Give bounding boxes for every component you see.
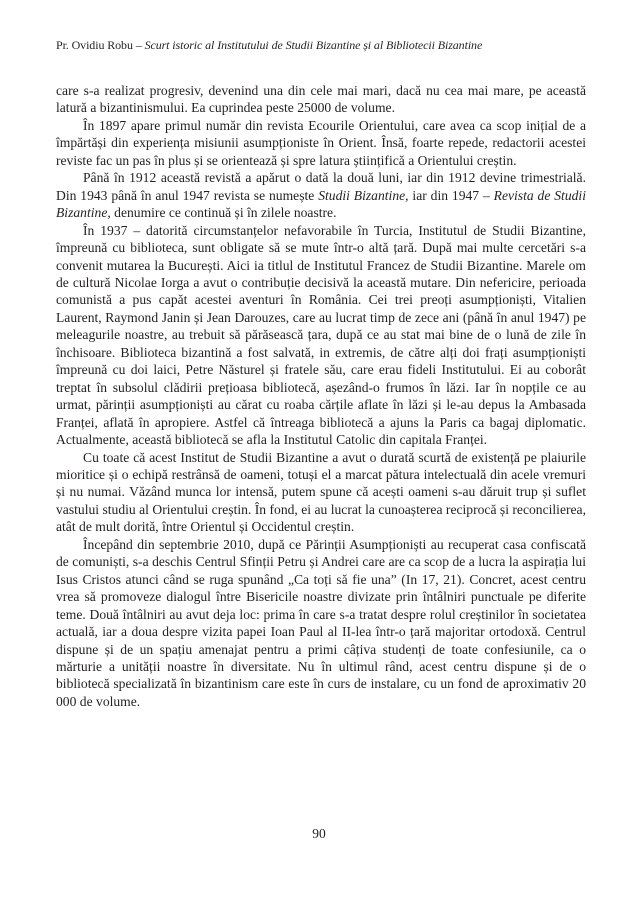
- paragraph: [56, 82, 586, 117]
- text-run: În 1937 – datorită circumstanțelor nefavorabile în Turcia, Institutul de Studii Bizantine, împreună cu biblioteca, sunt obligate să se mute într-o altă țară. După mai multe cercetări s-a convenit mutarea la București. Aici ia titlul de Institutul Francez de Studii Bizantine. Marele om de cultură Nicolae Iorga a avut o contribuție decisivă la această mutare. Din nefericire, perioada comunistă a pus capăt acestei aventuri în România. Cei trei preoți asumpționiști, Vitalien Laurent, Raymond Janin și Jean Darouzes, care au lucrat timp de zece ani (până în anul 1947) pe meleagurile noastre, au trebuit să părăsească țara, după ce au stat mai bine de o lună de zile în închisoare. Biblioteca bizantină a fost salvată, in extremis, de către alți doi frați asumpționiști împreună cu doi laici, Petre Năsturel și fratele său, care erau fideli Institutului. Ei au coborât treptat în subsolul clădirii prețioasa bibliotecă, așezând-o frumos în lăzi. Iar în nopțile ce au urmat, părinții asumpționiști au cărat cu roaba cărțile aflate în lăzi și le-au depus la Ambasada Franței, aflată în apropiere. Astfel că întreaga bibliotecă a ajuns la Paris ca bagaj diplomatic. Actualmente, această bibliotecă se afla la Institutul Catolic din capitala Franței.: [56, 222, 586, 448]
- header-author: Pr. Ovidiu Robu: [56, 38, 133, 52]
- paragraph: [56, 117, 586, 169]
- text-run: , iar din 1947 –: [405, 187, 494, 203]
- page-number: 90: [312, 826, 326, 841]
- text-run: Până în 1912 această revistă a apărut o dată la două luni, iar din 1912 devine trimestrială. Din 1943 până în anul 1947 revista se numește: [56, 170, 586, 203]
- header-separator: –: [132, 38, 145, 52]
- paragraph: [56, 222, 586, 449]
- running-header: [56, 38, 586, 52]
- text-run: , denumire ce continuă și în zilele noastre.: [107, 205, 337, 221]
- paragraph: [56, 169, 586, 221]
- body-text: [56, 82, 586, 710]
- text-run: Începând din septembrie 2010, după ce Părinții Asumpționiști au recuperat casa confiscată de comuniști, s-a deschis Centrul Sfinții Petru și Andrei care are ca scop de a lucra la aspirația lui Isus Cristos atunci când se ruga spunând „Ca toți să fie una” (In 17, 21). Concret, acest centru vrea să promoveze dialogul între Bisericile noastre divizate prin întâlniri punctuale pe diferite teme. Două întâlniri au avut deja loc: prima în care s-a tratat despre rolul creștinilor în societatea actuală, iar a doua despre vizita papei Ioan Paul al II-lea într-o țară majoritar ortodoxă. Centrul dispune și de un spațiu amenajat pentru a primi câțiva studenți de toate confesiunile, ca o mărturie a unității noastre în diversitate. Nu în ultimul rând, acest centru dispune și de o bibliotecă specializată în bizantinism care este în curs de instalare, cu un fond de aproximativ 20 000 de volume.: [56, 536, 586, 709]
- italic-text: Revista de Studii Bizantine: [56, 187, 586, 221]
- text-run: Cu toate că acest Institut de Studii Bizantine a avut o durată scurtă de existență pe plaiurile mioritice și o echipă restrânsă de oameni, totuși el a marcat pătura intelectuală din acele vremuri și nu numai. Văzând munca lor intensă, putem spune că acești oameni s-au dăruit trup și suflet vastului studiu al Orientului creștin. În fond, ei au lucrat la cunoașterea reciprocă și reconcilierea, atât de mult dorită, între Orientul și Occidentul creștin.: [56, 449, 586, 535]
- paragraph: [56, 449, 586, 536]
- header-title: Scurt istoric al Institutului de Studii Bizantine și al Bibliotecii Bizantine: [144, 38, 483, 52]
- text-run: care s-a realizat progresiv, devenind una din cele mai mari, dacă nu cea mai mare, pe această latură a bizantinismului. Ea cuprindea peste 25000 de volume.: [56, 83, 586, 116]
- text-run: În 1897 apare primul număr din revista Ecourile Orientului, care avea ca scop inițial de a împărtăși din experiența misiunii asumpționiste în Orient. Însă, foarte repede, redactorii acestei reviste fac un pas în plus și se orientează și spre latura științifică a Orientului creștin.: [56, 117, 586, 168]
- paragraph: [56, 536, 586, 711]
- italic-text: Studii Bizantine: [318, 187, 406, 203]
